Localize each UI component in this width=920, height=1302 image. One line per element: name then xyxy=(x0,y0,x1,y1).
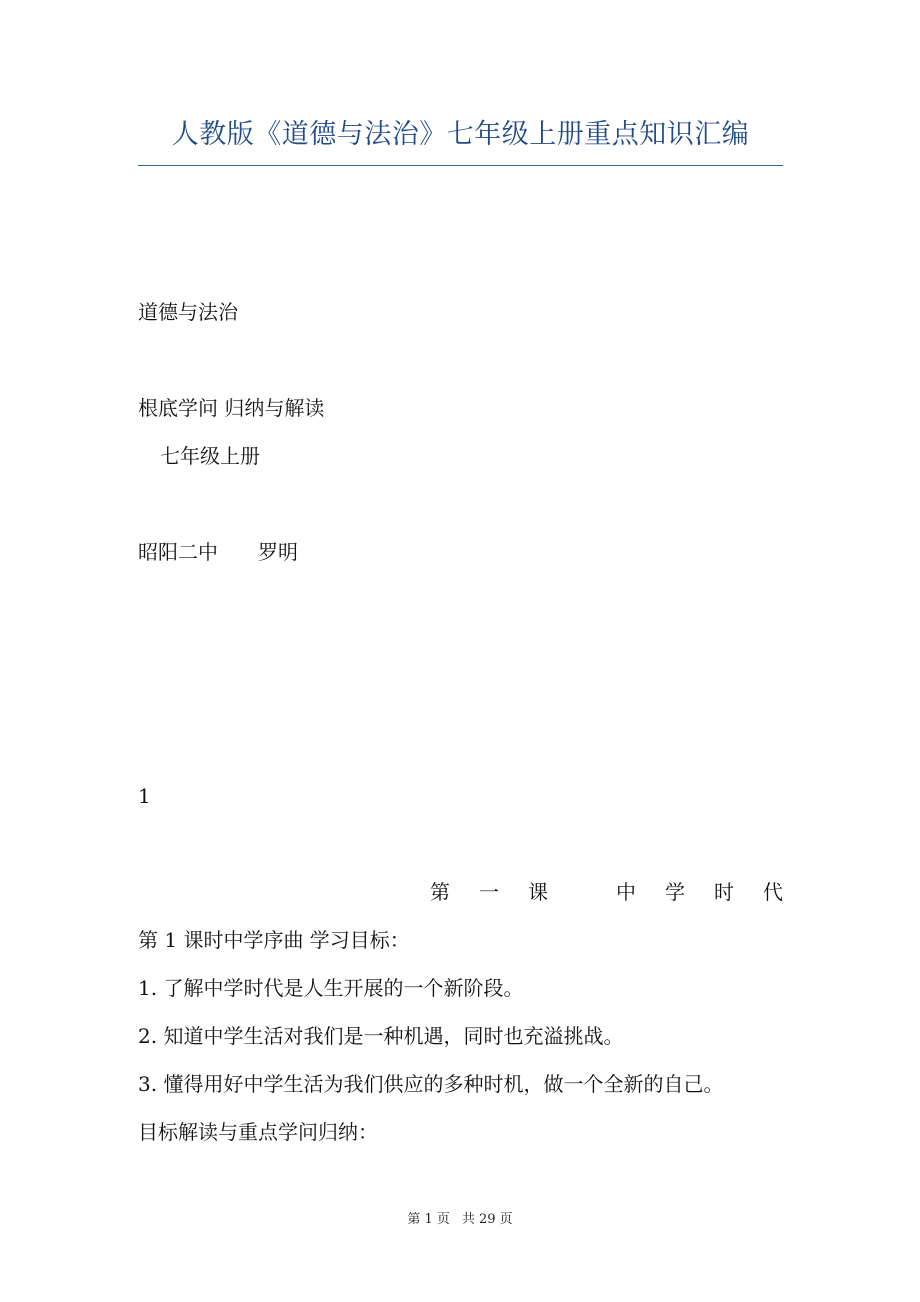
page-number: 第 1 页 xyxy=(407,1212,450,1227)
goal-item: 2. 知道中学生活对我们是一种机遇，同时也充溢挑战。 xyxy=(138,1024,624,1048)
lesson-heading-char: 第 xyxy=(430,880,450,904)
lesson-heading-char: 代 xyxy=(763,880,783,904)
page-footer xyxy=(0,1208,920,1227)
cover-number: 1 xyxy=(138,784,151,808)
document-title: 人教版《道德与法治》七年级上册重点知识汇编 xyxy=(171,119,750,150)
cover-author: 罗明 xyxy=(258,540,298,564)
lesson-heading-char: 学 xyxy=(665,880,685,904)
analysis-heading: 目标解读与重点学问归纳： xyxy=(138,1120,378,1144)
title-divider xyxy=(138,165,783,166)
cover-school: 昭阳二中 xyxy=(138,540,218,564)
cover-grade: 七年级上册 xyxy=(160,444,260,468)
lesson-heading-char: 中 xyxy=(616,880,636,904)
lesson-heading-char: 时 xyxy=(714,880,734,904)
lesson-heading-char: 一 xyxy=(479,880,499,904)
lesson-heading-char: 课 xyxy=(528,880,548,904)
section-title: 第 1 课时中学序曲 学习目标： xyxy=(138,928,410,952)
page-total: 共 29 页 xyxy=(461,1212,513,1227)
goal-item: 3. 懂得用好中学生活为我们供应的多种时机，做一个全新的自己。 xyxy=(138,1072,724,1096)
goal-item: 1. 了解中学时代是人生开展的一个新阶段。 xyxy=(138,976,524,1000)
cover-subject: 道德与法治 xyxy=(138,300,238,324)
cover-subtitle: 根底学问 归纳与解读 xyxy=(138,396,325,420)
